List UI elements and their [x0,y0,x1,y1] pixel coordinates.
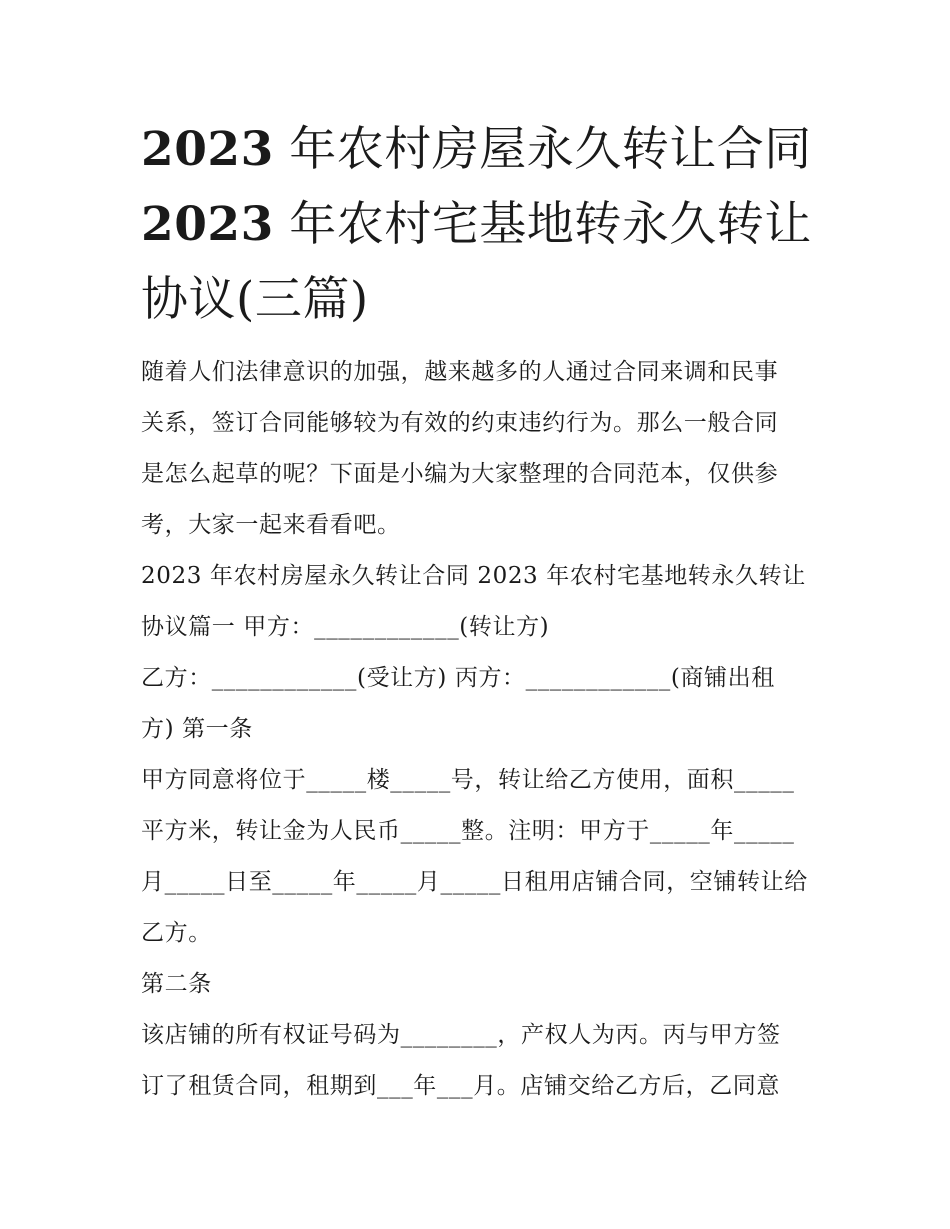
document-body [141,347,821,1112]
title-line-2 [141,187,821,262]
body-line: 订了租赁合同，租期到___年___月。店铺交给乙方后，乙同意 [141,1073,780,1099]
body-line: 考，大家一起来看看吧。 [141,512,401,538]
body-line: 随着人们法律意识的加强，越来越多的人通过合同来调和民事 [141,359,779,385]
body-line: 2023 年农村房屋永久转让合同 2023 年农村宅基地转永久转让 [141,563,806,589]
body-line: 该店铺的所有权证号码为________，产权人为丙。丙与甲方签 [141,1022,781,1048]
body-line: 第二条 [141,971,212,997]
body-line: 关系，签订合同能够较为有效的约束违约行为。那么一般合同 [141,410,779,436]
body-line: 月_____日至_____年_____月_____日租用店铺合同，空铺转让给 [141,869,808,895]
body-line: 甲方同意将位于_____楼_____号，转让给乙方使用，面积_____ [141,767,795,793]
body-line: 平方米，转让金为人民币_____整。注明：甲方于_____年_____ [141,818,795,844]
title-year-1: 2023 [141,122,274,177]
body-line: 协议篇一 甲方：____________(转让方) [141,614,550,640]
title-year-2: 2023 [141,197,274,252]
body-line: 方) 第一条 [141,716,253,742]
title-line-1 [141,112,821,187]
body-line: 乙方：____________(受让方) 丙方：____________(商铺出租 [141,665,775,691]
body-line: 是怎么起草的呢？下面是小编为大家整理的合同范本，仅供参 [141,461,779,487]
body-line: 乙方。 [141,920,212,946]
document-page [141,112,821,1112]
document-title [141,112,821,337]
title-line-3: 协议(三篇) [141,272,369,327]
title-text-1: 年农村房屋永久转让合同 [273,122,812,177]
title-text-2: 年农村宅基地转永久转让 [273,197,812,252]
